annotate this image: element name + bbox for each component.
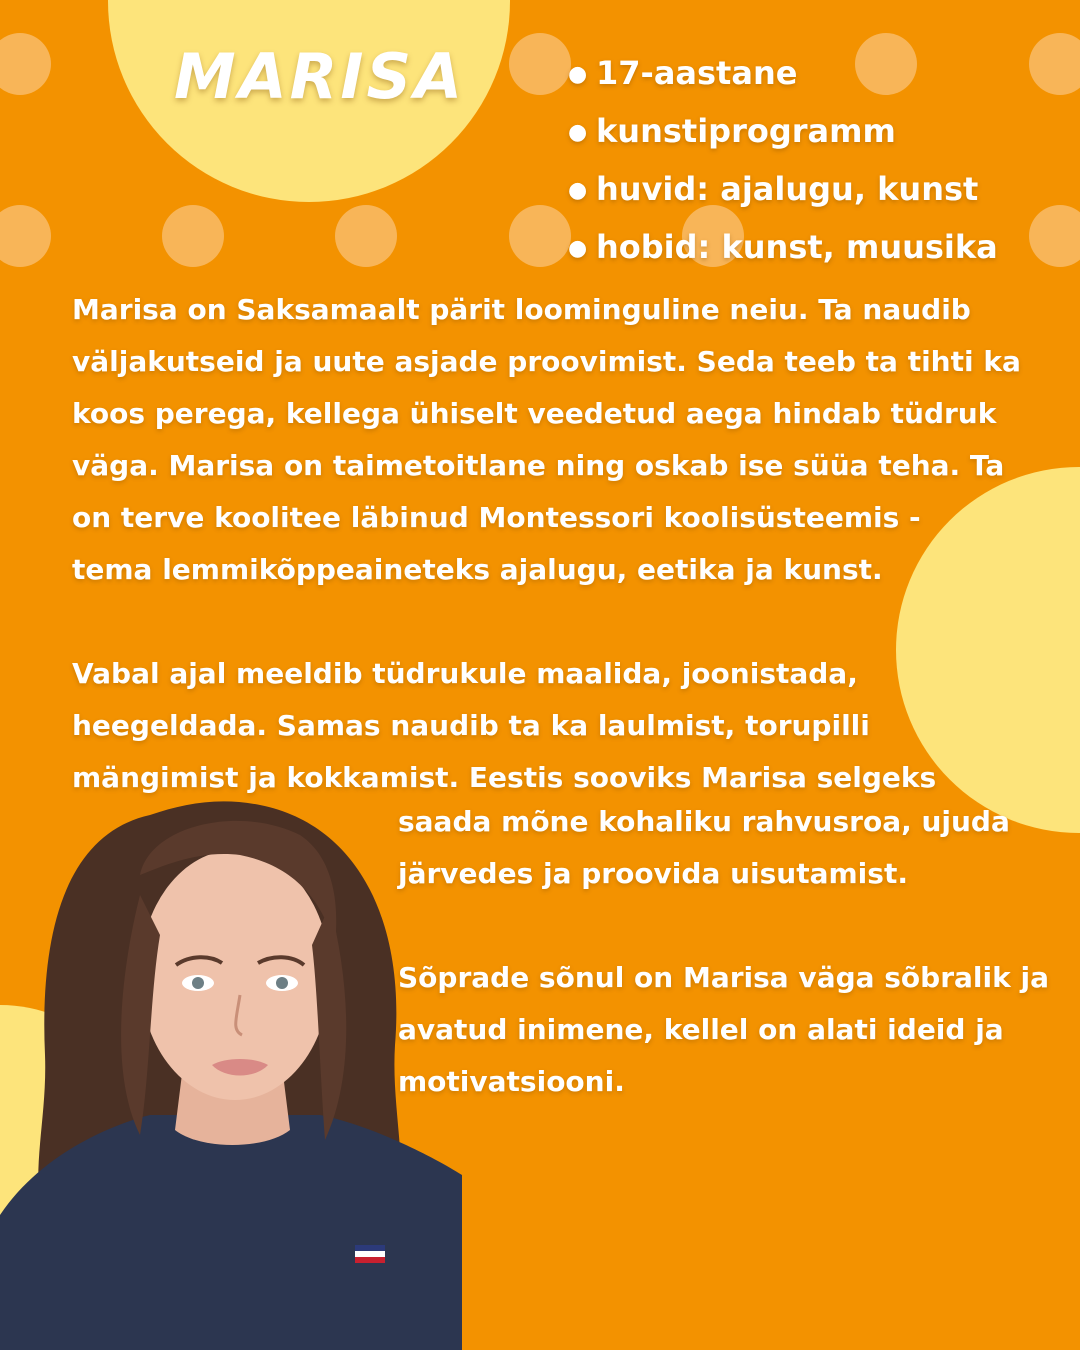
polka-dot <box>1029 205 1080 267</box>
bio-line: motivatsiooni. <box>398 1065 625 1098</box>
polka-dot <box>335 205 397 267</box>
bio-line: tema lemmikõppeaineteks ajalugu, eetika ja kunst. <box>72 553 883 586</box>
bullet-icon: ● <box>568 178 588 203</box>
bio-line: väljakutseid ja uute asjade proovimist. Seda teeb ta tihti ka <box>72 345 1021 378</box>
profile-name-title: MARISA <box>174 40 466 113</box>
bio-line: saada mõne kohaliku rahvusroa, ujuda <box>398 805 1010 838</box>
bio-line: väga. Marisa on taimetoitlane ning oskab ise süüa teha. Ta <box>72 449 1005 482</box>
bio-line: heegeldada. Samas naudib ta ka laulmist, torupilli <box>72 709 870 742</box>
bio-line: Sõprade sõnul on Marisa väga sõbralik ja <box>398 961 1049 994</box>
bio-paragraph-1 <box>72 284 1021 596</box>
fact-interests: ● huvid: ajalugu, kunst <box>568 161 998 219</box>
bullet-icon: ● <box>568 236 588 261</box>
portrait-illustration <box>0 795 462 1350</box>
polka-dot <box>509 205 571 267</box>
bio-paragraph-2-continued <box>398 796 1010 900</box>
fact-program: ● kunstiprogramm <box>568 103 998 161</box>
polka-dot <box>162 205 224 267</box>
fact-age: ● 17-aastane <box>568 45 998 103</box>
bio-paragraph-2 <box>72 648 936 804</box>
bio-line: on terve koolitee läbinud Montessori koolisüsteemis - <box>72 501 921 534</box>
polka-dot <box>509 33 571 95</box>
bio-line: avatud inimene, kellel on alati ideid ja <box>398 1013 1004 1046</box>
fact-hobbies: ● hobid: kunst, muusika <box>568 219 998 277</box>
portrait-photo <box>0 795 462 1350</box>
polka-dot <box>0 33 51 95</box>
bio-paragraph-3 <box>398 952 1049 1108</box>
facts-list <box>568 45 998 277</box>
polka-dot <box>0 205 51 267</box>
bio-line: Vabal ajal meeldib tüdrukule maalida, joonistada, <box>72 657 858 690</box>
bio-line: järvedes ja proovida uisutamist. <box>398 857 908 890</box>
bio-line: mängimist ja kokkamist. Eestis sooviks Marisa selgeks <box>72 761 937 794</box>
bullet-icon: ● <box>568 62 588 87</box>
bio-line: Marisa on Saksamaalt pärit loominguline neiu. Ta naudib <box>72 293 971 326</box>
bullet-icon: ● <box>568 120 588 145</box>
bio-line: koos perega, kellega ühiselt veedetud aega hindab tüdruk <box>72 397 997 430</box>
polka-dot <box>1029 33 1080 95</box>
